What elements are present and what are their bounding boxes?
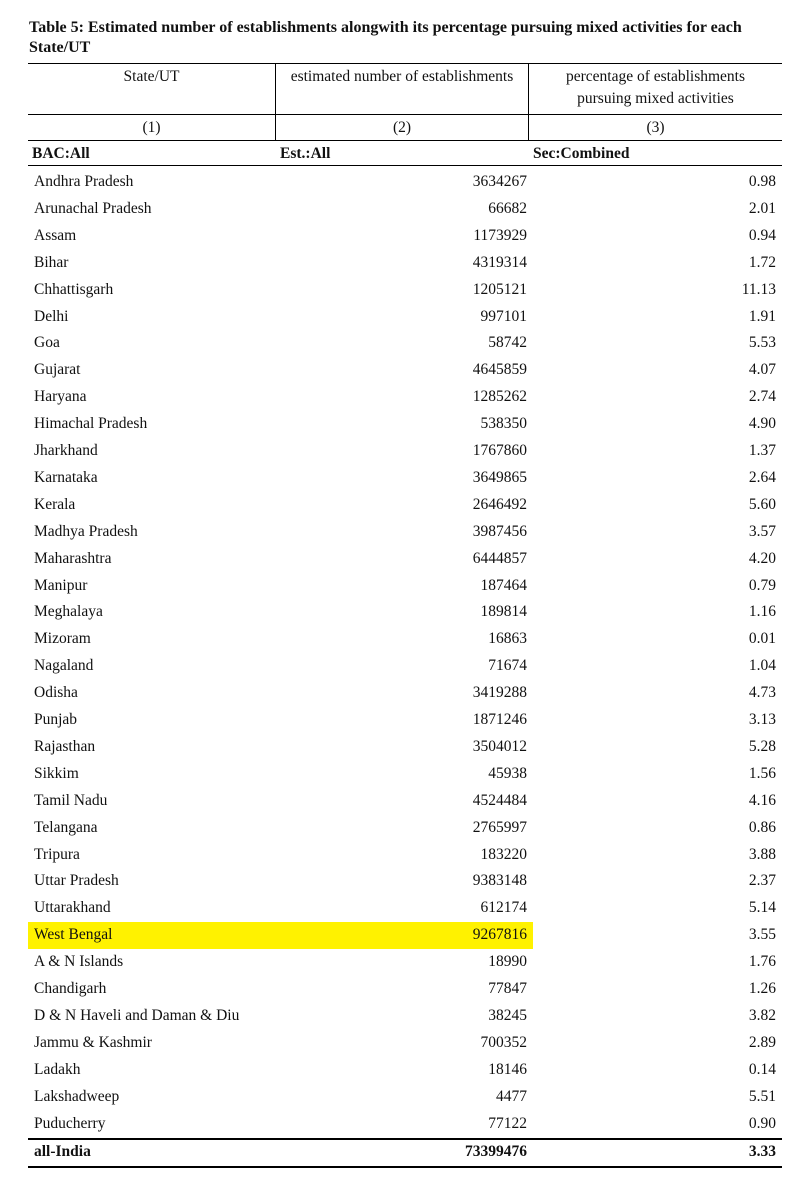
state-cell: Assam: [34, 226, 77, 244]
table-row: [28, 949, 782, 976]
state-cell: A & N Islands: [34, 953, 124, 971]
pct-cell: 3.82: [748, 1006, 776, 1024]
pct-cell: 1.72: [748, 253, 776, 271]
state-cell: Manipur: [34, 576, 88, 594]
state-cell: Telangana: [34, 818, 98, 836]
pct-cell: 2.64: [748, 468, 776, 486]
pct-cell: 3.57: [748, 522, 776, 540]
est-cell: 9383148: [472, 872, 527, 890]
table-row: [28, 304, 782, 331]
pct-cell: 0.86: [748, 818, 776, 836]
total-pct: 3.33: [748, 1143, 776, 1160]
state-cell: Goa: [34, 334, 60, 352]
table-row: [28, 599, 782, 626]
state-cell: Jammu & Kashmir: [34, 1033, 152, 1051]
est-cell: 77122: [488, 1114, 527, 1132]
est-cell: 18990: [488, 953, 527, 971]
rule-bottom: [28, 1166, 782, 1168]
est-cell: 18146: [488, 1060, 527, 1078]
est-cell: 2765997: [472, 818, 527, 836]
pct-cell: 1.37: [748, 442, 776, 459]
pct-cell: 4.07: [748, 361, 776, 379]
table-row: [28, 815, 782, 842]
state-cell: Bihar: [34, 253, 69, 271]
table-row: [28, 196, 782, 223]
pct-cell: 1.16: [748, 603, 776, 621]
table-row: [28, 653, 782, 680]
total-row: [28, 1139, 782, 1166]
table-row: [28, 492, 782, 519]
est-cell: 3649865: [472, 468, 527, 486]
est-cell: 183220: [480, 845, 527, 863]
state-cell: Meghalaya: [34, 603, 103, 621]
table-row: [28, 734, 782, 761]
state-cell: Uttarakhand: [34, 899, 111, 917]
state-cell: Chhattisgarh: [34, 280, 114, 298]
table-row: [28, 357, 782, 384]
table-row: [28, 680, 782, 707]
state-cell: Himachal Pradesh: [34, 415, 148, 433]
pct-cell: 0.94: [748, 226, 776, 244]
subheader-sec: Sec:Combined: [533, 145, 630, 162]
state-cell: Mizoram: [34, 630, 91, 648]
est-cell: 538350: [480, 415, 527, 433]
state-cell: Nagaland: [34, 657, 94, 675]
state-cell: Lakshadweep: [34, 1087, 120, 1105]
table-row: [28, 465, 782, 492]
state-cell: Chandigarh: [34, 980, 107, 997]
est-cell: 3419288: [472, 684, 527, 702]
table-row: [28, 546, 782, 573]
table-row: [28, 1084, 782, 1111]
table-row: [28, 1030, 782, 1057]
est-cell: 16863: [488, 630, 527, 648]
table-row: [28, 922, 782, 949]
est-cell: 700352: [480, 1033, 527, 1051]
pct-cell: 0.14: [748, 1060, 776, 1078]
state-cell: Tripura: [34, 845, 80, 863]
table-row: [28, 223, 782, 250]
rule-below-subheaders: [28, 165, 782, 166]
pct-cell: 1.76: [748, 953, 776, 971]
state-cell: Punjab: [34, 711, 78, 728]
pct-cell: 1.26: [748, 980, 776, 997]
pct-cell: 0.01: [748, 630, 776, 648]
est-cell: 6444857: [472, 549, 527, 567]
table-row: [28, 384, 782, 411]
pct-cell: 0.90: [748, 1114, 776, 1132]
pct-cell: 4.20: [748, 549, 776, 567]
state-cell: Odisha: [34, 684, 78, 702]
pct-cell: 0.98: [748, 173, 776, 190]
header-pct-line2: pursuing mixed activities: [577, 90, 734, 107]
table-row: [28, 1057, 782, 1084]
pct-cell: 4.16: [748, 791, 776, 809]
pct-cell: 3.55: [748, 926, 776, 944]
est-cell: 187464: [480, 576, 527, 594]
table-row: [28, 438, 782, 465]
state-cell: Haryana: [34, 388, 87, 406]
est-cell: 1285262: [472, 388, 527, 406]
pct-cell: 1.91: [748, 307, 776, 325]
est-cell: 612174: [480, 899, 527, 917]
est-cell: 4524484: [472, 791, 527, 809]
pct-cell: 4.90: [748, 415, 776, 433]
rule-top: [28, 63, 782, 64]
state-cell: Uttar Pradesh: [34, 872, 119, 890]
pct-cell: 5.28: [748, 737, 776, 755]
est-cell: 3504012: [472, 737, 527, 755]
state-cell: Maharashtra: [34, 549, 112, 567]
est-cell: 77847: [488, 980, 527, 997]
state-cell: Sikkim: [34, 764, 79, 782]
total-label: all-India: [34, 1143, 91, 1160]
table-title: Table 5: Estimated number of establishments alongwith its percentage pursuing mixed activities for each State/UT: [29, 19, 742, 56]
table-row: [28, 626, 782, 653]
pct-cell: 2.37: [748, 872, 776, 890]
pct-cell: 3.13: [748, 711, 776, 728]
est-cell: 45938: [488, 764, 527, 782]
state-cell: West Bengal: [34, 926, 113, 944]
table-row: [28, 277, 782, 304]
est-cell: 71674: [488, 657, 527, 675]
est-cell: 4319314: [472, 253, 527, 271]
table-row: [28, 707, 782, 734]
est-cell: 997101: [480, 307, 527, 325]
table-row: [28, 411, 782, 438]
pct-cell: 5.51: [748, 1087, 776, 1105]
pct-cell: 1.56: [748, 764, 776, 782]
pct-cell: 4.73: [748, 684, 776, 702]
est-cell: 3987456: [472, 522, 527, 540]
est-cell: 2646492: [472, 495, 527, 513]
table-row: [28, 895, 782, 922]
est-cell: 1767860: [472, 442, 527, 459]
table-row: [28, 868, 782, 895]
est-cell: 3634267: [472, 173, 527, 190]
state-cell: Arunachal Pradesh: [34, 199, 152, 217]
state-cell: Tamil Nadu: [34, 791, 108, 809]
table-row: [28, 169, 782, 196]
header-pct-line1: percentage of establishments: [565, 68, 746, 85]
table-row: [28, 842, 782, 869]
table-row: [28, 330, 782, 357]
pct-cell: 1.04: [748, 657, 776, 675]
table-row: [28, 250, 782, 277]
table-row: [28, 1111, 782, 1138]
table-row: [28, 519, 782, 546]
pct-cell: 5.14: [748, 899, 776, 917]
est-cell: 38245: [488, 1006, 527, 1024]
state-cell: Puducherry: [34, 1114, 106, 1132]
est-cell: 1205121: [472, 280, 527, 298]
header-num-2: (2): [392, 119, 412, 136]
pct-cell: 5.53: [748, 334, 776, 352]
est-cell: 4645859: [472, 361, 527, 379]
table-row: [28, 761, 782, 788]
est-cell: 189814: [480, 603, 527, 621]
pct-cell: 2.89: [748, 1033, 776, 1051]
pct-cell: 2.74: [748, 388, 776, 406]
header-est: estimated number of establishments: [290, 68, 514, 85]
pct-cell: 0.79: [748, 576, 776, 594]
pct-cell: 11.13: [741, 280, 776, 298]
header-num-3: (3): [646, 119, 665, 136]
total-est: 73399476: [465, 1143, 527, 1160]
state-cell: Kerala: [34, 495, 76, 513]
subheader-est: Est.:All: [280, 145, 331, 162]
table-row: [28, 573, 782, 600]
table-row: [28, 1003, 782, 1030]
state-cell: Madhya Pradesh: [34, 522, 138, 540]
rule-below-headers: [28, 114, 782, 115]
est-cell: 4477: [496, 1087, 527, 1105]
state-cell: Andhra Pradesh: [34, 173, 134, 190]
table-row: [28, 788, 782, 815]
est-cell: 9267816: [472, 926, 527, 944]
rule-below-numbers: [28, 140, 782, 141]
state-cell: Rajasthan: [34, 737, 96, 755]
est-cell: 58742: [488, 334, 527, 352]
state-cell: Gujarat: [34, 361, 81, 379]
state-cell: D & N Haveli and Daman & Diu: [34, 1006, 240, 1024]
pct-cell: 3.88: [748, 845, 776, 863]
table-row: [28, 976, 782, 1003]
state-cell: Jharkhand: [34, 442, 98, 459]
state-cell: Delhi: [34, 307, 69, 325]
est-cell: 1173929: [473, 226, 527, 244]
header-state: State/UT: [123, 68, 180, 85]
est-cell: 66682: [488, 199, 527, 217]
state-cell: Karnataka: [34, 468, 98, 486]
subheader-bac: BAC:All: [32, 145, 90, 162]
pct-cell: 5.60: [748, 495, 776, 513]
header-num-1: (1): [142, 119, 161, 136]
pct-cell: 2.01: [748, 199, 776, 217]
est-cell: 1871246: [472, 711, 527, 728]
state-cell: Ladakh: [34, 1060, 81, 1078]
